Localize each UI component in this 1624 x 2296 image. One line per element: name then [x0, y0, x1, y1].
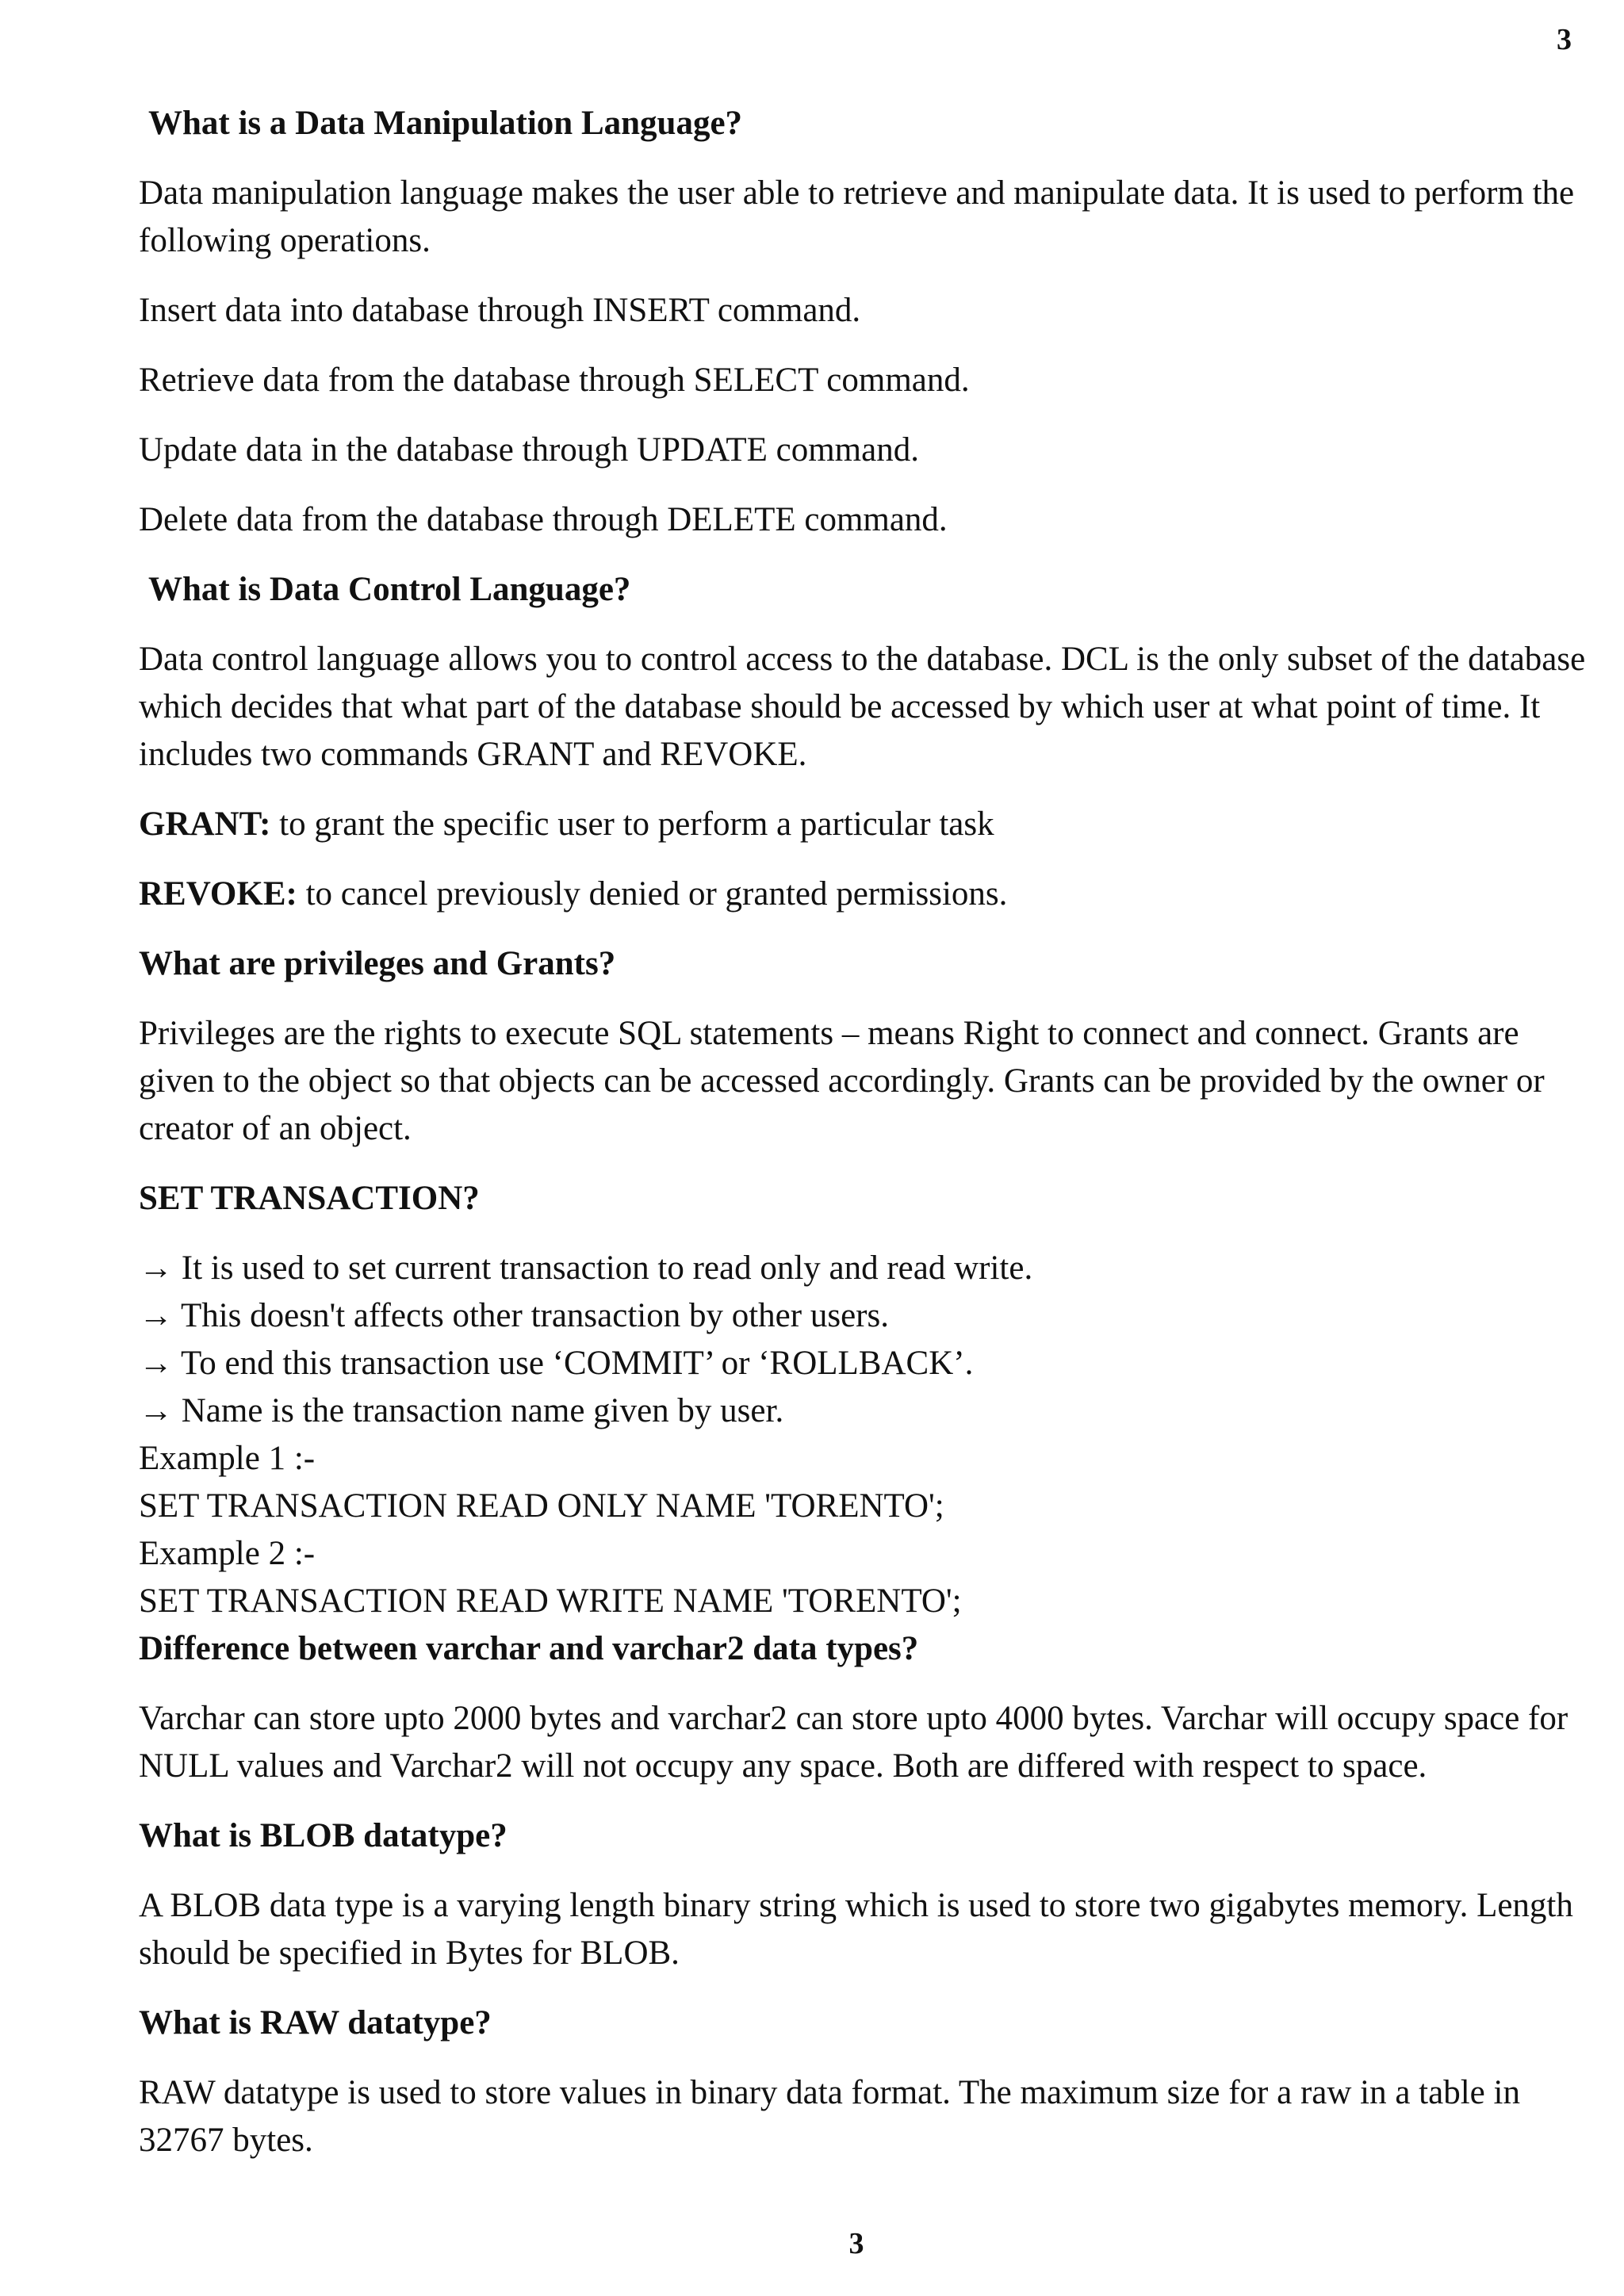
page-number-top: 3	[1557, 23, 1572, 56]
example-1-code: SET TRANSACTION READ ONLY NAME 'TORENTO';	[139, 1487, 944, 1525]
set-transaction-line: → To end this transaction use ‘COMMIT’ or ‘ROLLBACK’.	[139, 1345, 974, 1382]
example-1-label: Example 1 :-	[139, 1440, 316, 1477]
set-transaction-line: → It is used to set current transaction to read only and read write.	[139, 1249, 1033, 1287]
dml-intro: Data manipulation language makes the user able to retrieve and manipulate data. It is used to perform the following operations.	[139, 174, 1575, 259]
dcl-intro: Data control language allows you to control access to the database. DCL is the only subset of the database which decides that what part of the database should be accessed by which user at what point of time. It includes two commands GRANT and REVOKE.	[139, 641, 1586, 773]
revoke-term: REVOKE:	[139, 875, 297, 913]
raw-body: RAW datatype is used to store values in binary data format. The maximum size for a raw in a table in 32767 bytes.	[139, 2074, 1520, 2159]
page-number-bottom: 3	[848, 2227, 864, 2260]
dcl-revoke	[139, 871, 1590, 918]
raw-heading: What is RAW datatype?	[139, 2004, 492, 2042]
set-transaction-line: → Name is the transaction name given by user.	[139, 1392, 784, 1429]
varchar-body: Varchar can store upto 2000 bytes and varchar2 can store upto 4000 bytes. Varchar will occupy space for NULL values and Varchar2 will not occupy any space. Both are differed with respect to space.	[139, 1700, 1568, 1785]
example-2-label: Example 2 :-	[139, 1535, 316, 1572]
dcl-heading: What is Data Control Language?	[148, 571, 631, 608]
set-transaction-heading: SET TRANSACTION?	[139, 1180, 480, 1217]
grant-term: GRANT:	[139, 806, 271, 843]
varchar-heading: Difference between varchar and varchar2 data types?	[139, 1630, 919, 1667]
dml-op-select: Retrieve data from the database through SELECT command.	[139, 362, 970, 399]
blob-heading: What is BLOB datatype?	[139, 1817, 508, 1854]
privileges-heading: What are privileges and Grants?	[139, 945, 616, 982]
dml-op-insert: Insert data into database through INSERT command.	[139, 292, 861, 329]
dml-heading: What is a Data Manipulation Language?	[148, 105, 743, 142]
dml-op-update: Update data in the database through UPDATE command.	[139, 431, 919, 469]
dml-op-delete: Delete data from the database through DELETE command.	[139, 501, 948, 538]
document-body	[139, 100, 1590, 2187]
privileges-body: Privileges are the rights to execute SQL statements – means Right to connect and connect. Grants are given to the object so that objects can be accessed accordingly. Grants can be provided by the owner or creator of an object.	[139, 1015, 1545, 1147]
revoke-desc: to cancel previously denied or granted permissions.	[297, 875, 1008, 913]
blob-body: A BLOB data type is a varying length binary string which is used to store two gigabytes memory. Length should be specified in Bytes for BLOB.	[139, 1887, 1573, 1972]
grant-desc: to grant the specific user to perform a particular task	[270, 806, 994, 843]
set-transaction-lines	[139, 1245, 1590, 1625]
dcl-grant	[139, 801, 1590, 848]
set-transaction-line: → This doesn't affects other transaction by other users.	[139, 1297, 889, 1334]
example-2-code: SET TRANSACTION READ WRITE NAME 'TORENTO';	[139, 1582, 962, 1620]
